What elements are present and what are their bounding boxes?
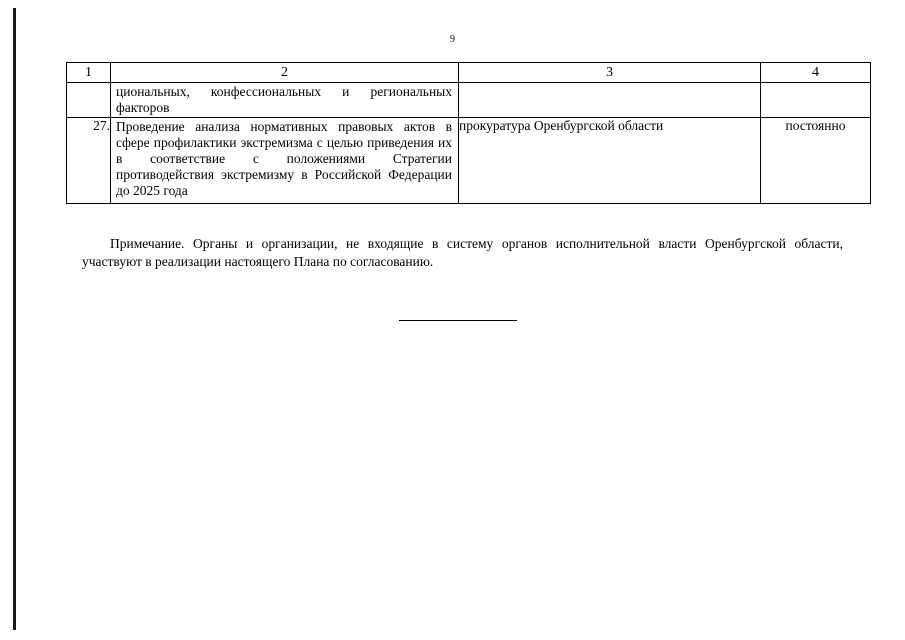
end-of-document-line xyxy=(399,320,517,321)
table-header-row xyxy=(67,63,871,83)
column-header-1: 1 xyxy=(67,63,111,83)
page-number: 9 xyxy=(450,34,455,45)
executor-cell xyxy=(459,83,761,118)
deadline-cell xyxy=(761,83,871,118)
column-header-2: 2 xyxy=(111,63,459,83)
table-row xyxy=(67,83,871,118)
measure-text: циональных, конфессиональных и региональных факторов xyxy=(116,84,452,115)
row-number xyxy=(67,83,111,118)
table-row xyxy=(67,118,871,204)
row-number: 27. xyxy=(67,118,111,204)
measure-text: Проведение анализа нормативных правовых актов в сфере профилактики экстремизма с целью приведения их в соответствие с положениями Стратегии противодействия экстремизму в Российской Федерации до 2025 года xyxy=(116,119,452,198)
measure-cell xyxy=(111,118,459,204)
column-header-3: 3 xyxy=(459,63,761,83)
scan-edge-line xyxy=(13,8,16,630)
column-header-4: 4 xyxy=(761,63,871,83)
executor-cell: прокуратура Оренбургской области xyxy=(459,118,761,204)
note-paragraph: Примечание. Органы и организации, не входящие в систему органов исполнительной власти Оренбургской области, участвуют в реализации настоящего Плана по согласованию. xyxy=(82,236,843,269)
plan-table xyxy=(66,62,871,204)
deadline-cell: постоянно xyxy=(761,118,871,204)
measure-cell xyxy=(111,83,459,118)
